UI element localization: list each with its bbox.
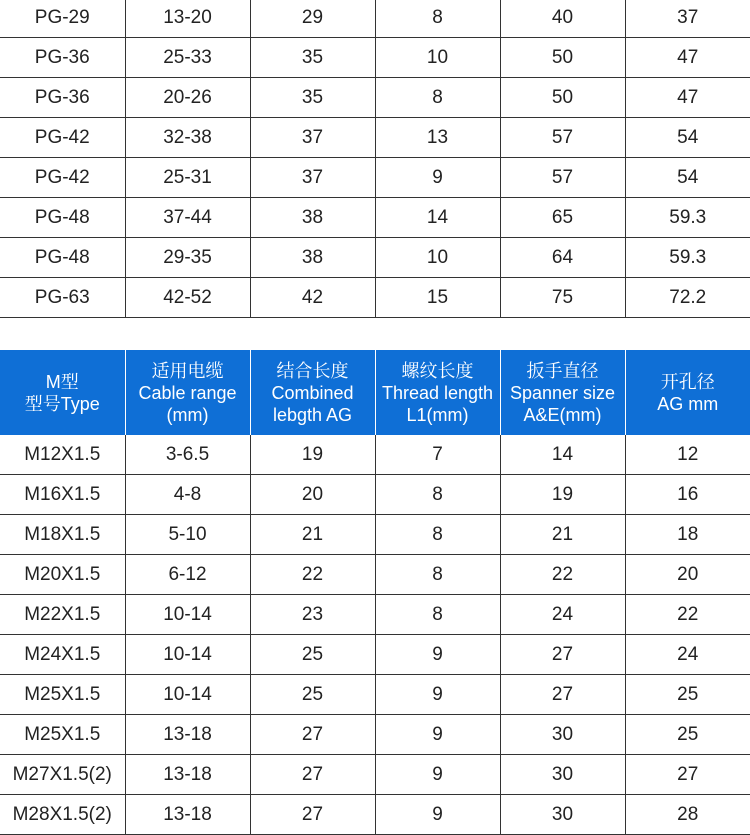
column-header-line: AG mm: [626, 393, 750, 415]
table-cell: 22: [625, 595, 750, 635]
column-header-line: Thread length: [376, 382, 500, 404]
table-cell: 64: [500, 238, 625, 278]
table-cell: 35: [250, 78, 375, 118]
table-cell: 25: [250, 675, 375, 715]
table-row: [0, 475, 750, 515]
table-cell: M20X1.5: [0, 555, 125, 595]
table-cell: 29: [250, 0, 375, 38]
column-header-line: 适用电缆: [126, 360, 250, 382]
table-cell: 8: [375, 555, 500, 595]
table-cell: 10: [375, 238, 500, 278]
table-cell: M22X1.5: [0, 595, 125, 635]
table-cell: 75: [500, 278, 625, 318]
table-row: [0, 0, 750, 38]
table-cell: 42-52: [125, 278, 250, 318]
pg-table-body: [0, 0, 750, 318]
table-cell: M25X1.5: [0, 715, 125, 755]
table-cell: 20: [625, 555, 750, 595]
column-header: [375, 350, 500, 435]
column-header: [500, 350, 625, 435]
table-cell: 10: [375, 38, 500, 78]
table-cell: 72.2: [625, 278, 750, 318]
table-row: [0, 78, 750, 118]
table-cell: 22: [250, 555, 375, 595]
table-cell: 25-33: [125, 38, 250, 78]
table-row: [0, 755, 750, 795]
table-cell: 27: [500, 675, 625, 715]
table-cell: 24: [625, 635, 750, 675]
table-cell: M28X1.5(2): [0, 795, 125, 835]
table-cell: 24: [500, 595, 625, 635]
table-cell: PG-29: [0, 0, 125, 38]
table-cell: PG-42: [0, 158, 125, 198]
table-cell: M24X1.5: [0, 635, 125, 675]
pg-spec-table: [0, 0, 750, 318]
table-cell: 13-18: [125, 755, 250, 795]
table-cell: 10-14: [125, 635, 250, 675]
table-cell: 8: [375, 78, 500, 118]
table-cell: M27X1.5(2): [0, 755, 125, 795]
column-header-line: 结合长度: [251, 360, 375, 382]
m-table-header: [0, 350, 750, 435]
table-cell: 59.3: [625, 198, 750, 238]
column-header-line: 型号Type: [0, 393, 125, 415]
table-cell: 59.3: [625, 238, 750, 278]
table-cell: PG-48: [0, 198, 125, 238]
table-cell: PG-36: [0, 38, 125, 78]
table-cell: 57: [500, 118, 625, 158]
table-cell: 20-26: [125, 78, 250, 118]
table-cell: PG-42: [0, 118, 125, 158]
table-cell: 30: [500, 755, 625, 795]
table-cell: 47: [625, 38, 750, 78]
table-cell: PG-36: [0, 78, 125, 118]
column-header-line: Spanner size: [501, 382, 625, 404]
table-cell: 37: [250, 118, 375, 158]
table-cell: 14: [500, 435, 625, 475]
table-cell: 16: [625, 475, 750, 515]
table-cell: 50: [500, 78, 625, 118]
column-header: [125, 350, 250, 435]
table-cell: 15: [375, 278, 500, 318]
table-cell: 32-38: [125, 118, 250, 158]
table-cell: 28: [625, 795, 750, 835]
table-cell: 25: [625, 675, 750, 715]
table-cell: 8: [375, 515, 500, 555]
column-header-line: lebgth AG: [251, 404, 375, 426]
table-cell: 8: [375, 595, 500, 635]
table-row: [0, 198, 750, 238]
table-cell: 10-14: [125, 675, 250, 715]
table-cell: 35: [250, 38, 375, 78]
table-row: [0, 515, 750, 555]
table-cell: 30: [500, 715, 625, 755]
table-cell: 23: [250, 595, 375, 635]
table-cell: 13-20: [125, 0, 250, 38]
column-header: [0, 350, 125, 435]
table-cell: 13-18: [125, 715, 250, 755]
table-cell: 9: [375, 715, 500, 755]
table-cell: 30: [500, 795, 625, 835]
table-cell: 18: [625, 515, 750, 555]
table-cell: PG-63: [0, 278, 125, 318]
table-cell: 38: [250, 198, 375, 238]
column-header: [625, 350, 750, 435]
table-cell: M16X1.5: [0, 475, 125, 515]
table-cell: 19: [250, 435, 375, 475]
table-cell: 9: [375, 675, 500, 715]
table-cell: 14: [375, 198, 500, 238]
table-cell: 40: [500, 0, 625, 38]
table-cell: 37-44: [125, 198, 250, 238]
table-cell: 3-6.5: [125, 435, 250, 475]
table-cell: 54: [625, 158, 750, 198]
table-cell: 27: [250, 715, 375, 755]
table-cell: 19: [500, 475, 625, 515]
table-cell: 8: [375, 0, 500, 38]
table-cell: 54: [625, 118, 750, 158]
table-cell: 42: [250, 278, 375, 318]
table-cell: 25-31: [125, 158, 250, 198]
column-header-line: 扳手直径: [501, 360, 625, 382]
column-header-line: A&E(mm): [501, 404, 625, 426]
table-row: [0, 118, 750, 158]
table-cell: 57: [500, 158, 625, 198]
table-cell: 5-10: [125, 515, 250, 555]
table-cell: 25: [625, 715, 750, 755]
table-cell: 9: [375, 635, 500, 675]
table-cell: 27: [500, 635, 625, 675]
table-cell: 8: [375, 475, 500, 515]
table-row: [0, 238, 750, 278]
table-cell: M25X1.5: [0, 675, 125, 715]
table-cell: 9: [375, 158, 500, 198]
table-cell: 27: [250, 755, 375, 795]
table-cell: M18X1.5: [0, 515, 125, 555]
table-cell: 25: [250, 635, 375, 675]
table-cell: 13: [375, 118, 500, 158]
table-cell: 22: [500, 555, 625, 595]
table-cell: 12: [625, 435, 750, 475]
column-header-line: 开孔径: [626, 371, 750, 393]
table-cell: 27: [250, 795, 375, 835]
table-row: [0, 38, 750, 78]
table-cell: 20: [250, 475, 375, 515]
column-header-line: M型: [0, 371, 125, 393]
table-row: [0, 435, 750, 475]
table-cell: 27: [625, 755, 750, 795]
column-header-line: Cable range: [126, 382, 250, 404]
table-cell: 29-35: [125, 238, 250, 278]
table-row: [0, 158, 750, 198]
table-row: [0, 278, 750, 318]
table-cell: 9: [375, 795, 500, 835]
table-cell: 21: [250, 515, 375, 555]
table-cell: 38: [250, 238, 375, 278]
table-cell: 7: [375, 435, 500, 475]
table-cell: 47: [625, 78, 750, 118]
table-cell: 10-14: [125, 595, 250, 635]
m-spec-table: [0, 350, 750, 835]
table-cell: 21: [500, 515, 625, 555]
m-table-body: [0, 435, 750, 835]
table-cell: 9: [375, 755, 500, 795]
table-cell: 50: [500, 38, 625, 78]
column-header-line: Combined: [251, 382, 375, 404]
column-header-line: (mm): [126, 404, 250, 426]
column-header-line: L1(mm): [376, 404, 500, 426]
table-row: [0, 675, 750, 715]
table-row: [0, 595, 750, 635]
table-cell: 6-12: [125, 555, 250, 595]
table-cell: M12X1.5: [0, 435, 125, 475]
header-row: [0, 350, 750, 435]
table-row: [0, 635, 750, 675]
table-cell: 4-8: [125, 475, 250, 515]
table-row: [0, 715, 750, 755]
table-cell: 37: [250, 158, 375, 198]
table-cell: 65: [500, 198, 625, 238]
column-header-line: 螺纹长度: [376, 360, 500, 382]
table-row: [0, 555, 750, 595]
table-cell: 37: [625, 0, 750, 38]
column-header: [250, 350, 375, 435]
table-cell: PG-48: [0, 238, 125, 278]
table-row: [0, 795, 750, 835]
table-cell: 13-18: [125, 795, 250, 835]
